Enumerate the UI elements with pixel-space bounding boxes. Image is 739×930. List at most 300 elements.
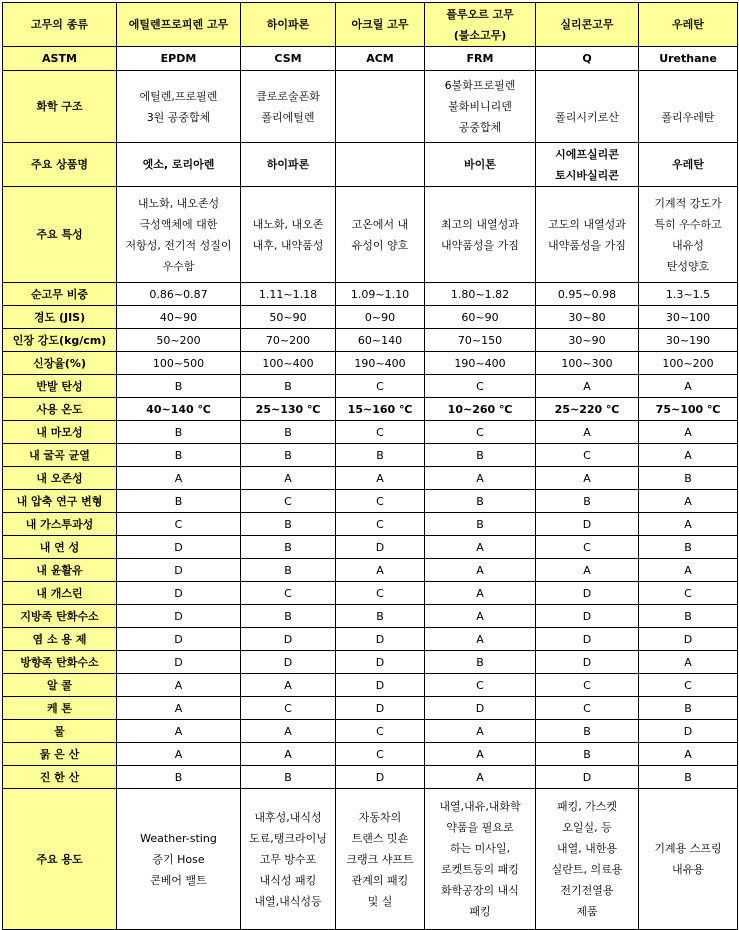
table-cell: [639, 398, 738, 421]
cell-line: 제품: [576, 905, 598, 918]
table-cell: [639, 559, 738, 582]
table-cell: [536, 743, 639, 766]
row-label: 내 가스투과성: [3, 513, 117, 536]
table-cell: [241, 490, 336, 513]
cell-line: C: [284, 701, 292, 715]
cell-line: 트랜스 밋숀: [351, 831, 409, 845]
row-label: 주요 용도: [3, 789, 117, 930]
cell-line: 시에프실리콘: [555, 147, 619, 161]
table-cell: [639, 490, 738, 513]
cell-line: ACM: [366, 52, 394, 65]
table-cell: [639, 743, 738, 766]
cell-line: A: [284, 678, 292, 692]
cell-line: 바이톤: [464, 158, 496, 171]
table-cell: [425, 743, 536, 766]
cell-line: 최고의 내열성과: [441, 217, 519, 231]
table-row: [3, 283, 738, 306]
table-cell: [425, 306, 536, 329]
table-cell: [425, 605, 536, 628]
cell-line: D: [174, 586, 183, 600]
column-header-epdm: 에틸렌프로피렌 고무: [117, 3, 241, 47]
cell-line: 0~90: [364, 310, 396, 324]
table-cell: [117, 47, 241, 71]
table-row: [3, 306, 738, 329]
table-row: [3, 605, 738, 628]
row-label: 신장율(%): [3, 352, 117, 375]
table-cell: [536, 605, 639, 628]
table-cell: [241, 766, 336, 789]
table-cell: [241, 582, 336, 605]
table-cell: [536, 490, 639, 513]
table-cell: [536, 71, 639, 143]
cell-line: 190~400: [454, 356, 506, 370]
table-cell: [117, 674, 241, 697]
cell-line: 내열,내식성등: [254, 894, 322, 908]
table-cell: [536, 352, 639, 375]
table-cell: [639, 421, 738, 444]
cell-line: A: [684, 425, 692, 439]
cell-line: D: [582, 517, 592, 531]
cell-line: 폴리우레탄: [661, 110, 715, 124]
table-cell: [117, 513, 241, 536]
cell-line: B: [174, 379, 183, 393]
cell-line: B: [284, 563, 292, 577]
table-cell: [241, 559, 336, 582]
table-cell: [336, 720, 425, 743]
table-cell: [536, 720, 639, 743]
table-cell: [336, 352, 425, 375]
cell-line: 우수함: [162, 259, 195, 273]
cell-line: 클로로술폰화: [256, 89, 320, 103]
cell-line: 50~90: [269, 310, 307, 324]
cell-line: 1.11~1.18: [258, 287, 318, 301]
table-cell: [639, 71, 738, 143]
table-cell: [639, 582, 738, 605]
table-cell: [536, 467, 639, 490]
cell-line: 30~100: [665, 310, 711, 324]
cell-line: D: [683, 724, 693, 738]
cell-line: A: [476, 724, 484, 738]
table-row: [3, 398, 738, 421]
table-cell: [336, 467, 425, 490]
table-row: [3, 490, 738, 513]
cell-line: C: [376, 724, 384, 738]
row-label: 진 한 산: [3, 766, 117, 789]
cell-line: A: [684, 747, 692, 761]
cell-line: EPDM: [160, 52, 197, 65]
table-cell: [117, 651, 241, 674]
table-cell: [425, 467, 536, 490]
cell-line: D: [582, 586, 592, 600]
row-label: 사용 온도: [3, 398, 117, 421]
cell-line: B: [684, 701, 692, 715]
column-header-acm: 아크릴 고무: [336, 3, 425, 47]
cell-line: 30~190: [665, 333, 711, 347]
cell-line: A: [284, 747, 292, 761]
cell-line: A: [476, 540, 484, 554]
table-row: [3, 651, 738, 674]
cell-line: D: [174, 632, 183, 646]
column-header-csm: 하이파론: [241, 3, 336, 47]
cell-line: 콘베어 밸트: [150, 873, 207, 887]
cell-line: C: [476, 425, 484, 439]
cell-line: 25~130 ℃: [255, 402, 321, 416]
cell-line: 에틸렌,프로필렌: [139, 89, 218, 103]
table-cell: [117, 789, 241, 930]
table-cell: [425, 674, 536, 697]
table-row: [3, 628, 738, 651]
row-label: 주요 상품명: [3, 143, 117, 187]
table-cell: [241, 444, 336, 467]
table-cell: [425, 789, 536, 930]
table-cell: [117, 559, 241, 582]
cell-line: 1.09~1.10: [350, 287, 410, 301]
table-row: [3, 513, 738, 536]
cell-line: B: [583, 494, 591, 508]
cell-line: A: [684, 517, 692, 531]
table-cell: [117, 187, 241, 283]
table-cell: [536, 559, 639, 582]
table-cell: [241, 47, 336, 71]
table-cell: [117, 71, 241, 143]
table-cell: [336, 421, 425, 444]
table-cell: [536, 674, 639, 697]
table-cell: [536, 187, 639, 283]
table-cell: [425, 187, 536, 283]
table-cell: [425, 559, 536, 582]
table-cell: [425, 444, 536, 467]
table-cell: [117, 743, 241, 766]
table-cell: [425, 283, 536, 306]
table-cell: [336, 398, 425, 421]
table-row: [3, 71, 738, 143]
table-cell: [336, 375, 425, 398]
table-cell: [536, 766, 639, 789]
cell-line: B: [684, 770, 692, 784]
table-cell: [639, 697, 738, 720]
table-cell: [241, 187, 336, 283]
table-row: [3, 674, 738, 697]
cell-line: D: [582, 609, 592, 623]
cell-line: B: [174, 448, 183, 462]
table-row: [3, 467, 738, 490]
cell-line: D: [174, 609, 183, 623]
cell-line: D: [375, 655, 385, 669]
cell-line: A: [684, 448, 692, 462]
table-cell: [425, 582, 536, 605]
table-cell: [241, 352, 336, 375]
cell-line: 극성액체에 대한: [139, 217, 218, 231]
cell-line: Urethane: [659, 52, 717, 65]
table-cell: [425, 398, 536, 421]
row-label: 반발 탄성: [3, 375, 117, 398]
table-cell: [639, 444, 738, 467]
cell-line: A: [583, 425, 591, 439]
row-label: 내 굴곡 균열: [3, 444, 117, 467]
table-cell: [336, 47, 425, 71]
table-row: [3, 143, 738, 187]
table-cell: [336, 329, 425, 352]
cell-line: 고무 방수포: [259, 852, 317, 866]
row-label: 내 윤활유: [3, 559, 117, 582]
table-cell: [536, 283, 639, 306]
table-cell: [241, 674, 336, 697]
row-label: 내 개스린: [3, 582, 117, 605]
cell-line: A: [684, 655, 692, 669]
table-row: [3, 720, 738, 743]
cell-line: C: [174, 517, 183, 531]
cell-line: B: [284, 448, 292, 462]
cell-line: 크랭크 샤프트: [346, 852, 414, 866]
cell-line: A: [684, 494, 692, 508]
table-row: [3, 743, 738, 766]
table-cell: [536, 47, 639, 71]
table-cell: [117, 766, 241, 789]
cell-line: 내노화, 내오존성: [137, 196, 220, 210]
cell-line: 40~90: [159, 310, 198, 324]
cell-line: B: [174, 494, 183, 508]
cell-line: 내약품성을 가짐: [548, 238, 626, 252]
cell-line: C: [684, 678, 692, 692]
table-cell: [336, 490, 425, 513]
cell-line: C: [376, 425, 384, 439]
table-cell: [336, 143, 425, 187]
table-cell: [425, 628, 536, 651]
row-label: 알 콜: [3, 674, 117, 697]
table-cell: [639, 628, 738, 651]
cell-line: CSM: [274, 52, 302, 65]
cell-line: B: [684, 609, 692, 623]
table-row: [3, 559, 738, 582]
table-cell: [639, 283, 738, 306]
table-cell: [536, 651, 639, 674]
cell-line: C: [376, 517, 384, 531]
cell-line: D: [582, 632, 592, 646]
table-cell: [639, 143, 738, 187]
table-cell: [336, 628, 425, 651]
cell-line: 고도의 내열성과: [548, 217, 626, 231]
table-cell: [336, 651, 425, 674]
table-cell: [336, 283, 425, 306]
cell-line: 내식성 패킹: [259, 873, 317, 887]
table-cell: [241, 375, 336, 398]
table-cell: [536, 375, 639, 398]
table-row: [3, 329, 738, 352]
cell-line: 0.95~0.98: [557, 287, 617, 301]
table-row: [3, 536, 738, 559]
row-label: 염 소 용 제: [3, 628, 117, 651]
cell-line: A: [476, 563, 484, 577]
cell-line: C: [376, 494, 384, 508]
row-label: 지방족 탄화수소: [3, 605, 117, 628]
cell-line: 자동차의: [358, 810, 402, 824]
cell-line: 6불화프로필렌: [444, 79, 516, 92]
column-header-urethane: 우레탄: [639, 3, 738, 47]
cell-line: 1.80~1.82: [450, 287, 510, 301]
table-cell: [117, 490, 241, 513]
table-cell: [425, 47, 536, 71]
cell-line: D: [582, 655, 592, 669]
cell-line: 로켓트등의 패킹: [441, 863, 519, 876]
table-cell: [241, 697, 336, 720]
cell-line: A: [583, 379, 591, 393]
table-row: [3, 375, 738, 398]
table-cell: [336, 187, 425, 283]
cell-line: A: [376, 563, 384, 577]
table-cell: [639, 536, 738, 559]
table-row: [3, 789, 738, 930]
cell-line: C: [376, 586, 384, 600]
cell-line: B: [284, 609, 292, 623]
cell-line: C: [583, 678, 591, 692]
cell-line: 약품을 필요로: [446, 821, 514, 834]
table-cell: [639, 720, 738, 743]
table-row: [3, 47, 738, 71]
cell-line: D: [174, 540, 183, 554]
table-cell: [241, 720, 336, 743]
table-cell: [117, 283, 241, 306]
cell-line: C: [583, 448, 591, 462]
table-cell: [336, 306, 425, 329]
header-label: 고무의 종류: [3, 3, 117, 47]
cell-line: A: [476, 632, 484, 646]
cell-line: A: [476, 586, 484, 600]
table-cell: [241, 467, 336, 490]
row-label: 케 톤: [3, 697, 117, 720]
cell-line: A: [284, 724, 292, 738]
cell-line: D: [283, 655, 293, 669]
cell-line: C: [284, 494, 292, 508]
cell-line: 30~80: [568, 310, 606, 324]
cell-line: 토시바실리콘: [555, 168, 619, 182]
table-cell: [425, 143, 536, 187]
table-cell: [336, 674, 425, 697]
cell-line: 100~400: [262, 356, 314, 370]
cell-line: B: [174, 770, 183, 784]
row-label: ASTM: [3, 47, 117, 71]
cell-line: D: [174, 563, 183, 577]
cell-line: B: [476, 655, 484, 669]
table-cell: [241, 329, 336, 352]
table-cell: [536, 536, 639, 559]
table-cell: [336, 605, 425, 628]
column-header-silicone: 실리콘고무: [536, 3, 639, 47]
table-cell: [336, 536, 425, 559]
table-cell: [536, 444, 639, 467]
table-cell: [536, 513, 639, 536]
cell-line: B: [376, 609, 384, 623]
table-row: [3, 697, 738, 720]
cell-line: FRM: [466, 52, 494, 65]
table-cell: [241, 283, 336, 306]
cell-line: 패킹, 가스켓: [556, 800, 618, 813]
row-label: 내 연 성: [3, 536, 117, 559]
table-cell: [639, 513, 738, 536]
cell-line: B: [174, 425, 183, 439]
cell-line: 불화비니리덴: [448, 100, 512, 113]
cell-line: 기계용 스프링: [654, 842, 722, 855]
table-row: [3, 444, 738, 467]
cell-line: 엣소, 로리아렌: [142, 158, 215, 171]
cell-line: 내노화, 내오존: [252, 217, 324, 231]
row-label: 주요 특성: [3, 187, 117, 283]
table-cell: [536, 306, 639, 329]
row-label: 내 압축 연구 변형: [3, 490, 117, 513]
cell-line: D: [475, 701, 485, 715]
cell-line: [538, 86, 636, 107]
table-cell: [639, 467, 738, 490]
cell-line: C: [284, 586, 292, 600]
table-cell: [117, 329, 241, 352]
table-cell: [639, 375, 738, 398]
table-cell: [336, 444, 425, 467]
cell-line: 실란트, 의료용: [551, 863, 623, 876]
cell-line: C: [583, 701, 591, 715]
rubber-properties-table: [2, 2, 738, 930]
cell-line: 40~140 ℃: [146, 402, 211, 416]
cell-line: B: [284, 517, 292, 531]
row-label: 인장 강도(kg/cm): [3, 329, 117, 352]
table-row: [3, 582, 738, 605]
table-cell: [639, 674, 738, 697]
cell-line: C: [476, 379, 484, 393]
table-cell: [336, 743, 425, 766]
cell-line: A: [174, 724, 183, 738]
cell-line: D: [375, 678, 385, 692]
table-cell: [241, 651, 336, 674]
cell-line: 화학공장의 내식: [441, 884, 519, 897]
cell-line: 내후, 내약품성: [252, 238, 324, 252]
row-label: 경도 (JIS): [3, 306, 117, 329]
table-cell: [425, 375, 536, 398]
table-cell: [241, 743, 336, 766]
cell-line: 저항성, 전기적 성질이: [125, 238, 232, 252]
table-cell: [336, 513, 425, 536]
cell-line: B: [284, 379, 292, 393]
cell-line: B: [284, 425, 292, 439]
row-label: 묽 은 산: [3, 743, 117, 766]
table-cell: [425, 651, 536, 674]
cell-line: 25~220 ℃: [554, 402, 620, 416]
cell-line: D: [375, 540, 385, 554]
table-cell: [425, 71, 536, 143]
table-cell: [336, 697, 425, 720]
cell-line: 증기 Hose: [152, 852, 205, 866]
table-cell: [536, 697, 639, 720]
table-cell: [639, 789, 738, 930]
cell-line: A: [583, 471, 591, 485]
cell-line: 190~400: [354, 356, 406, 370]
row-label: 내 마모성: [3, 421, 117, 444]
table-cell: [639, 766, 738, 789]
table-cell: [117, 628, 241, 651]
cell-line: 고온에서 내: [351, 217, 409, 231]
cell-line: 내약품성을 가짐: [441, 238, 519, 252]
cell-line: A: [476, 609, 484, 623]
cell-line: D: [375, 701, 385, 715]
cell-line: 100~200: [662, 356, 714, 370]
cell-line: B: [476, 448, 484, 462]
cell-line: A: [284, 471, 292, 485]
table-cell: [425, 352, 536, 375]
table-cell: [241, 306, 336, 329]
table-cell: [241, 398, 336, 421]
cell-line: 0.86~0.87: [149, 287, 208, 301]
cell-line: 기계적 강도가: [654, 196, 722, 210]
cell-line: 우레탄: [672, 158, 704, 171]
cell-line: D: [375, 632, 385, 646]
table-cell: [336, 766, 425, 789]
